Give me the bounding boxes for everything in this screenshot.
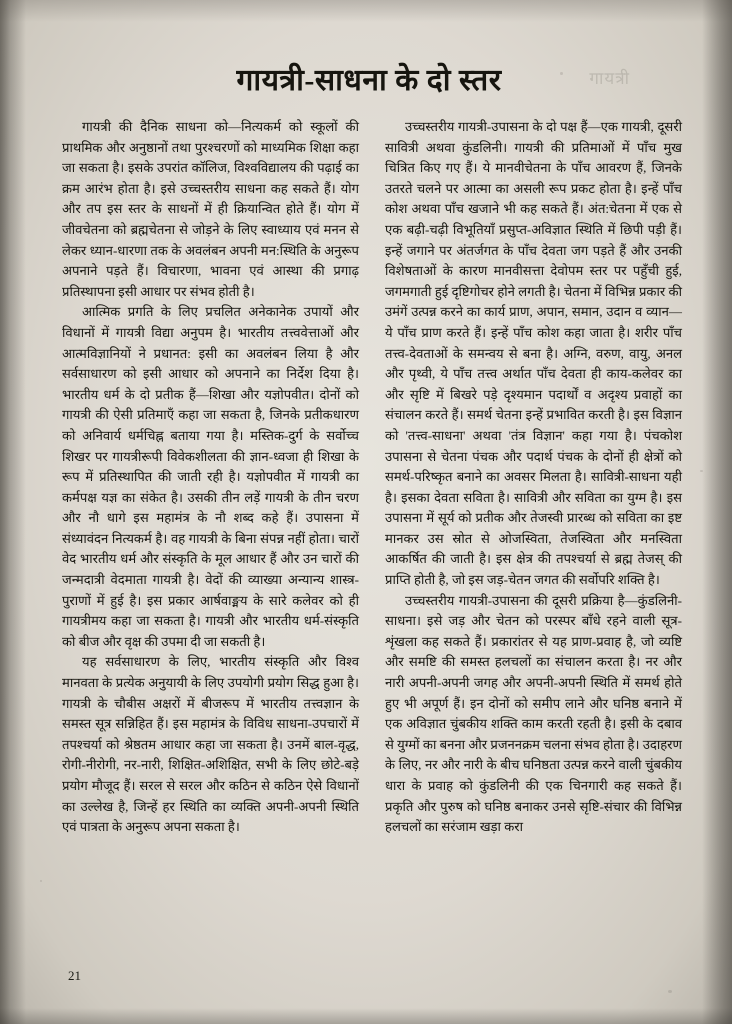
- paragraph: उच्चस्तरीय गायत्री-उपासना की दूसरी प्रक्रिया है—कुंडलिनी-साधना। इसे जड़ और चेतन को परस्पर बाँधे रहने वाली सूत्र-शृंखला कह सकते हैं। प्रकारांतर से यह प्राण-प्रवाह है, जो व्यष्टि और समष्टि की समस्त हलचलों का संचालन करता है। नर और नारी अपनी-अपनी जगह और अपनी-अपनी स्थिति में समर्थ होते हुए भी अपूर्ण हैं। इन दोनों को समीप लाने और घनिष्ठ बनाने में एक अविज्ञात चुंबकीय शक्ति काम करती रहती है। इसी के दबाव से युग्मों का बनना और प्रजननक्रम चलना संभव होता है। उदाहरण के लिए, नर और नारी के बीच घनिष्ठता उत्पन्न करने वाली चुंबकीय धारा के प्रवाह को कुंडलिनी की एक चिनगारी कह सकते हैं। प्रकृति और पुरुष को घनिष्ठ बनाकर उनसे सृष्टि-संचार की विभिन्न हलचलों का सरंजाम खड़ा करा: [385, 592, 682, 835]
- paragraph: गायत्री की दैनिक साधना को—नित्यकर्म को स्कूलों की प्राथमिक और अनुष्ठानों तथा पुरश्चरणों को माध्यमिक शिक्षा कहा जा सकता है। इसके उपरांत कॉलिज, विश्वविद्यालय की पढ़ाई का क्रम आरंभ होता है। इसे उच्चस्तरीय साधना कह सकते हैं। योग और तप इस स्तर के साधनों में ही क्रियान्वित होते हैं। योग में जीवचेतना को ब्रह्मचेतना से जोड़ने के लिए स्वाध्याय एवं मनन से लेकर ध्यान-धारणा तक के अवलंबन अपनी मन:स्थिति के अनुरूप अपनाने पड़ते हैं। विचारणा, भावना एवं आस्था की प्रगाढ़ प्रतिस्थापना इसी आधार पर संभव होती है।: [62, 119, 359, 299]
- faint-margin-mark: गायत्री: [589, 69, 630, 88]
- right-column: [385, 117, 682, 838]
- page-content-area: [22, 14, 716, 1014]
- paragraph: उच्चस्तरीय गायत्री-उपासना के दो पक्ष हैं—एक गायत्री, दूसरी सावित्री अथवा कुंडलिनी। गायत्री की प्रतिमाओं में पाँच मुख चित्रित किए गए हैं। ये मानवीचेतना के पाँच आवरण हैं, जिनके उतरते चलने पर आत्मा का असली रूप प्रकट होता है। इन्हें पाँच कोश अथवा पाँच खजाने भी कह सकते हैं। अंत:चेतना में एक से एक बढ़ी-चढ़ी विभूतियाँ प्रसुप्त-अविज्ञात स्थिति में छिपी पड़ी हैं। इन्हें जगाने पर अंतर्जगत के पाँच देवता जग पड़ते हैं और उनकी विशेषताओं के कारण मानवीसत्ता देवोपम स्तर पर पहुँची हुई, जगमगाती हुई दृष्टिगोचर होने लगती है। चेतना में विभिन्न प्रकार की उमंगें उत्पन्न करने का कार्य प्राण, अपान, समान, उदान व व्यान—ये पाँच प्राण करते हैं। इन्हें पाँच कोश कहा जाता है। शरीर पाँच तत्त्व-देवताओं के समन्वय से बना है। अग्नि, वरुण, वायु, अनल और पृथ्वी, ये पाँच तत्त्व अर्थात पाँच देवता ही काय-कलेवर का और सृष्टि में बिखरे पड़े दृश्यमान पदार्थों व अदृश्य प्रवाहों का संचालन करते हैं। समर्थ चेतना इन्हें प्रभावित करती है। इस विज्ञान को 'तत्त्व-साधना' अथवा 'तंत्र विज्ञान' कहा गया है। पंचकोश उपासना से चेतना पंचक और पदार्थ पंचक के दोनों ही क्षेत्रों को समर्थ-परिष्कृत बनाने का अवसर मिलता है। सावित्री-साधना यही है। इसका देवता सविता है। सावित्री और सविता का युग्म है। इस उपासना में सूर्य को प्रतीक और तेजस्वी प्रारब्ध को सविता का इष्ट मानकर उस स्रोत से ओजस्विता, तेजस्विता और मनस्विता आकर्षित की जाती है। इस क्षेत्र की तपश्चर्या से ब्रह्म तेजस् की प्राप्ति होती है, जो इस जड़-चेतन जगत की सर्वोपरि शक्ति है।: [385, 119, 682, 588]
- page-number: 21: [68, 968, 81, 983]
- paragraph: आत्मिक प्रगति के लिए प्रचलित अनेकानेक उपायों और विधानों में गायत्री विद्या अनुपम है। भारतीय तत्त्ववेत्ताओं और आत्मविज्ञानियों ने प्रधानत: इसी का अवलंबन लिया है और सर्वसाधारण को इसी आधार को अपनाने का निर्देश दिया है। भारतीय धर्म के दो प्रतीक हैं—शिखा और यज्ञोपवीत। दोनों को गायत्री की ऐसी प्रतिमाएँ कहा जा सकता है, जिनके प्रतीकधारण को अनिवार्य धर्मचिह्न बताया गया है। मस्तिक-दुर्ग के सर्वोच्च शिखर पर गायत्रीरूपी विवेकशीलता की ज्ञान-ध्वजा ही शिखा के रूप में प्रतिस्थापित की जाती रही है। यज्ञोपवीत में गायत्री का कर्मपक्ष यज्ञ का संकेत है। उसकी तीन लड़ें गायत्री के तीन चरण और नौ धागे इस महामंत्र के नौ शब्द कहे हैं। उपासना में संध्यावंदन नित्यकर्म है। वह गायत्री के बिना संपन्न नहीं होता। चारों वेद भारतीय धर्म और संस्कृति के मूल आधार हैं और उन चारों की जन्मदात्री वेदमाता गायत्री है। वेदों की व्याख्या अन्यान्य शास्त्र-पुराणों में हुई है। इस प्रकार आर्षवाङ्मय के सारे कलेवर को ही गायत्रीमय कहा जा सकता है। गायत्री और भारतीय धर्म-संस्कृति को बीज और वृक्ष की उपमा दी जा सकती है।: [62, 304, 359, 649]
- page-title: गायत्री-साधना के दो स्तर: [236, 64, 502, 97]
- two-column-body: [22, 117, 716, 838]
- paragraph: यह सर्वसाधारण के लिए, भारतीय संस्कृति और विश्व मानवता के प्रत्येक अनुयायी के लिए उपयोगी प्रयोग सिद्ध हुआ है। गायत्री के चौबीस अक्षरों में बीजरूप में भारतीय तत्त्वज्ञान के समस्त सूत्र सन्निहित हैं। इस महामंत्र के विविध साधना-उपचारों में तपश्चर्या को श्रेष्ठतम आधार कहा जा सकता है। उनमें बाल-वृद्ध, रोगी-नीरोगी, नर-नारी, शिक्षित-अशिक्षित, सभी के लिए छोटे-बड़े प्रयोग मौजूद हैं। सरल से सरल और कठिन से कठिन ऐसे विधानों का उल्लेख है, जिन्हें हर स्थिति का व्यक्ति अपनी-अपनी स्थिति एवं पात्रता के अनुरूप अपना सकता है।: [62, 654, 359, 835]
- left-column: [62, 117, 359, 838]
